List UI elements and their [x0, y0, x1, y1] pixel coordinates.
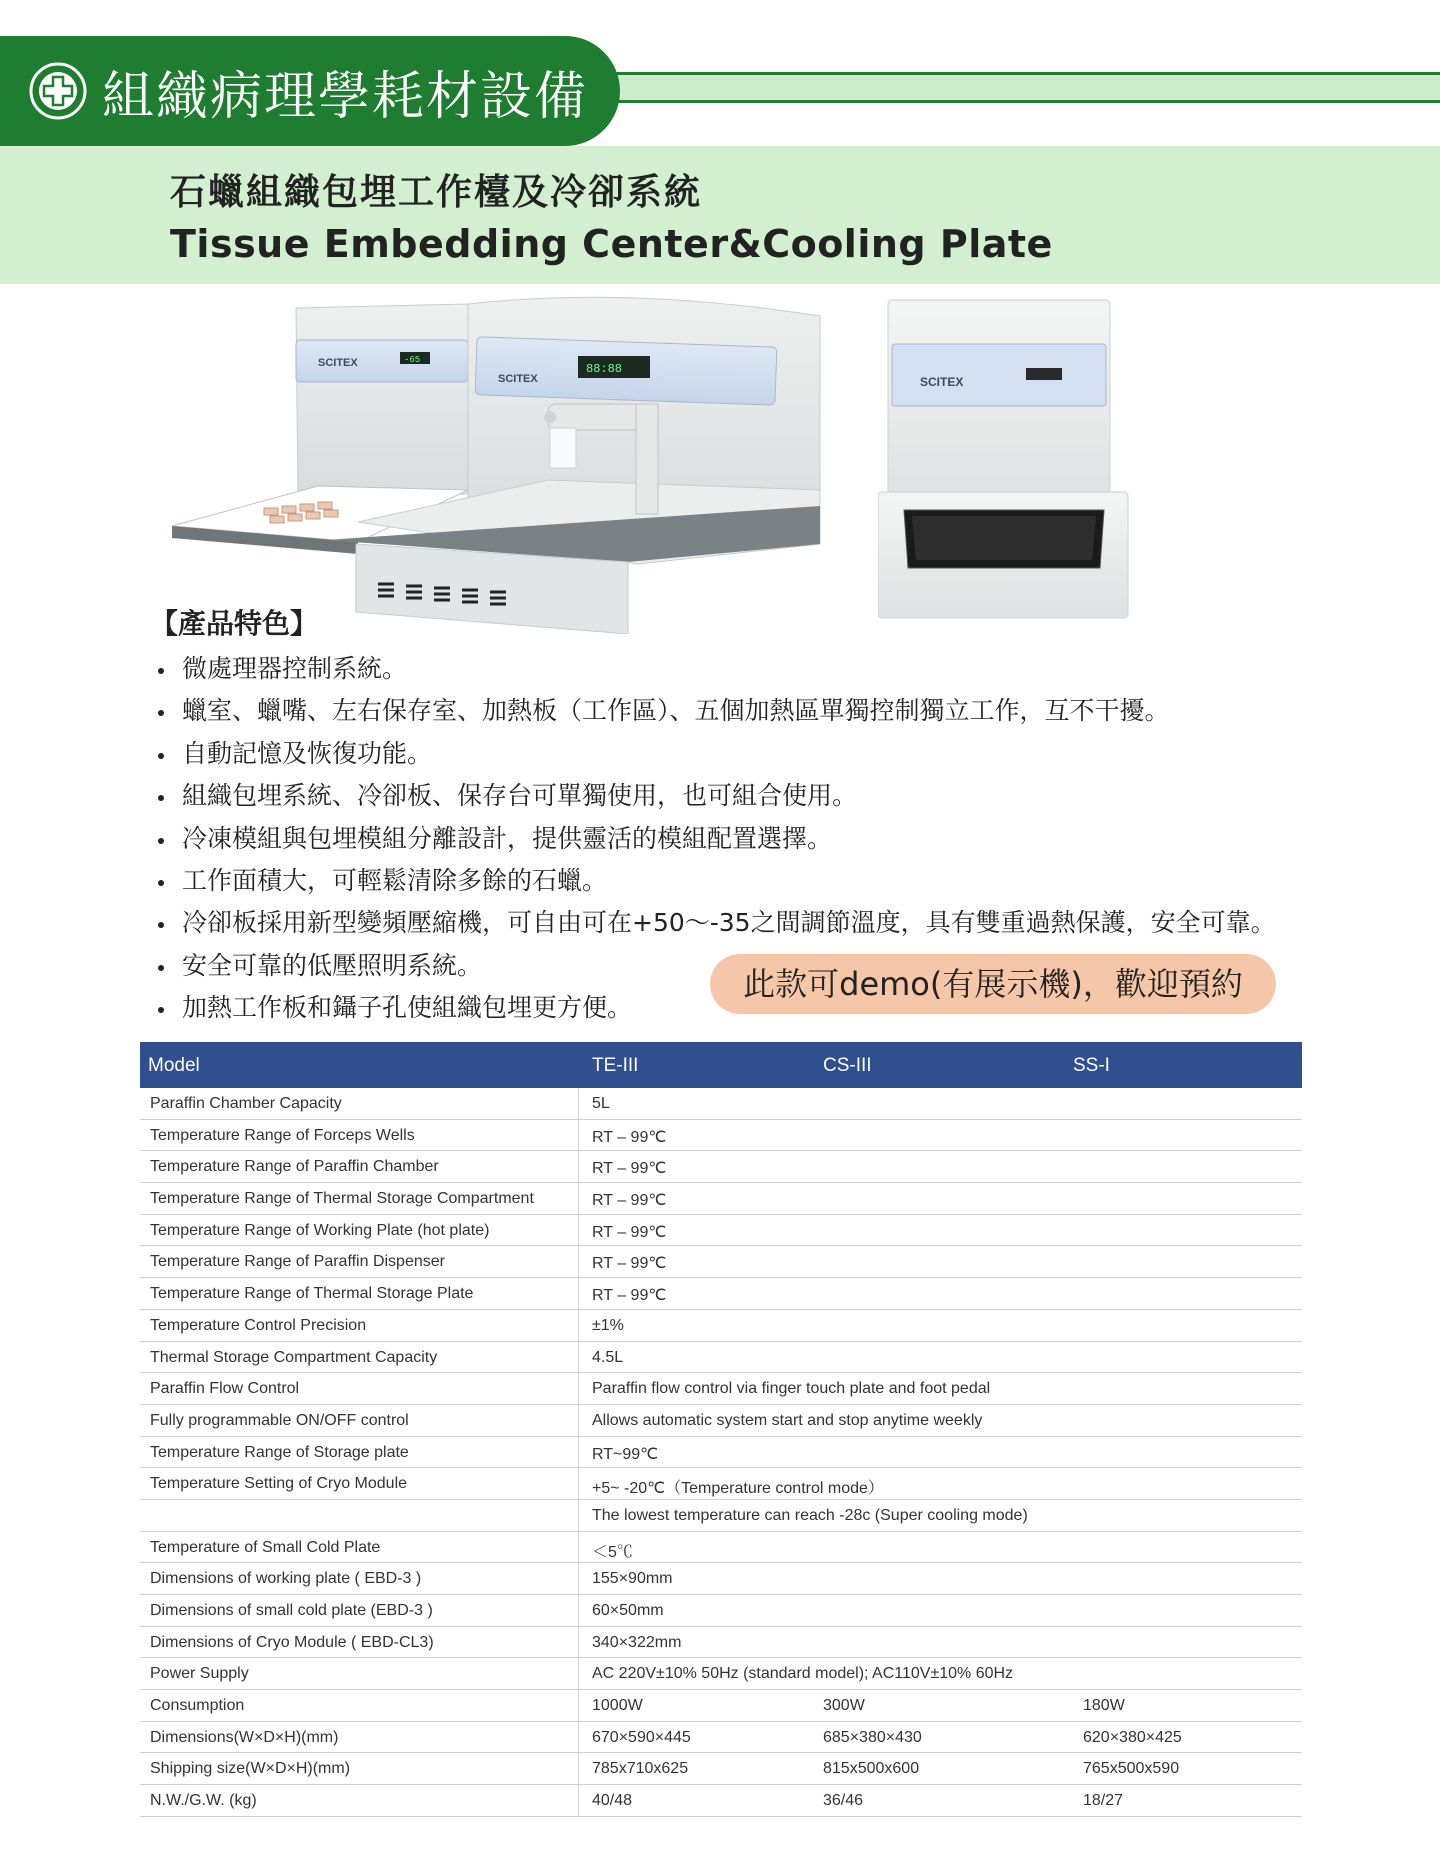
product-title-en: Tissue Embedding Center&Cooling Plate: [170, 222, 1053, 266]
table-row: [140, 1405, 1302, 1437]
brand-label-left: SCITEX: [318, 357, 358, 369]
column-divider: [578, 1595, 579, 1626]
spec-value-te-iii: AC 220V±10% 50Hz (standard model); AC110V±10% 60Hz: [592, 1665, 1014, 1683]
table-row: [140, 1690, 1302, 1722]
spec-label: Dimensions of working plate ( EBD-3 ): [150, 1570, 422, 1588]
column-divider: [578, 1532, 579, 1563]
column-divider: [578, 1183, 579, 1214]
spec-value-te-iii: 785x710x625: [592, 1760, 689, 1778]
table-row: [140, 1342, 1302, 1374]
spec-value-cs-iii: 300W: [823, 1697, 865, 1715]
spec-value-ss-i: 620×380×425: [1083, 1728, 1182, 1746]
table-row: [140, 1278, 1302, 1310]
product-title-band: [0, 146, 1440, 284]
table-row: [140, 1753, 1302, 1785]
table-row: [140, 1183, 1302, 1215]
column-divider: [578, 1722, 579, 1753]
feature-item: 安全可靠的低壓照明系統。: [150, 945, 1276, 987]
product-title-zh: 石蠟組織包埋工作檯及冷卻系統: [170, 172, 703, 213]
spec-label: Consumption: [150, 1697, 245, 1715]
spec-table-body: [140, 1088, 1302, 1817]
spec-value-te-iii: 340×322mm: [592, 1633, 682, 1651]
column-divider: [578, 1468, 579, 1499]
display-center: 88:88: [586, 362, 623, 376]
spec-label: Paraffin Flow Control: [150, 1380, 300, 1398]
spec-value-ss-i: 765x500x590: [1083, 1760, 1180, 1778]
spec-value-cs-iii: 815x500x600: [823, 1760, 920, 1778]
spec-label: N.W./G.W. (kg): [150, 1792, 257, 1810]
spec-label: Temperature Range of Thermal Storage Compartment: [150, 1190, 534, 1208]
table-row: [140, 1500, 1302, 1532]
column-divider: [578, 1088, 579, 1119]
column-divider: [578, 1563, 579, 1594]
header-te-iii: TE-III: [592, 1055, 639, 1076]
table-row: [140, 1468, 1302, 1500]
table-row: [140, 1563, 1302, 1595]
spec-label: Temperature Range of Paraffin Chamber: [150, 1158, 439, 1176]
table-row: [140, 1658, 1302, 1690]
spec-value-te-iii: The lowest temperature can reach -28c (Super cooling mode): [592, 1506, 1028, 1524]
spec-label: Fully programmable ON/OFF control: [150, 1411, 409, 1429]
spec-value-te-iii: RT – 99℃: [592, 1192, 667, 1210]
column-divider: [578, 1500, 579, 1531]
column-divider: [578, 1215, 579, 1246]
spec-value-te-iii: Paraffin flow control via finger touch plate and foot pedal: [592, 1380, 991, 1398]
spec-value-te-iii: 40/48: [592, 1792, 633, 1810]
spec-value-te-iii: 5L: [592, 1095, 610, 1112]
features-heading: 【產品特色】: [150, 607, 319, 640]
spec-value-te-iii: +5~ -20℃（Temperature control mode）: [592, 1480, 884, 1498]
spec-label: Temperature Range of Thermal Storage Plate: [150, 1285, 474, 1303]
column-divider: [578, 1246, 579, 1277]
spec-label: Temperature Range of Working Plate (hot plate): [150, 1221, 490, 1239]
column-divider: [578, 1310, 579, 1341]
table-row: [140, 1215, 1302, 1247]
feature-item: 加熱工作板和鑷子孔使組織包埋更方便。: [150, 987, 1276, 1029]
spec-label: Temperature Setting of Cryo Module: [150, 1475, 408, 1493]
spec-label: Temperature Range of Forceps Wells: [150, 1126, 415, 1144]
section-title: 組織病理學耗材設備: [102, 66, 589, 127]
column-divider: [578, 1278, 579, 1309]
spec-value-te-iii: RT – 99℃: [592, 1128, 667, 1146]
feature-item: 冷卻板採用新型變頻壓縮機，可自由可在+50～-35之間調節溫度，具有雙重過熱保護，安全可靠。: [150, 902, 1276, 944]
table-row: [140, 1722, 1302, 1754]
spec-value-te-iii: RT – 99℃: [592, 1287, 667, 1305]
display-left: -65: [404, 355, 421, 365]
embedding-center-image: [168, 294, 828, 634]
table-row: [140, 1437, 1302, 1469]
spec-value-te-iii: 1000W: [592, 1697, 643, 1715]
feature-item: 組織包埋系統、冷卻板、保存台可單獨使用，也可組合使用。: [150, 775, 1276, 817]
spec-value-te-iii: RT – 99℃: [592, 1160, 667, 1178]
section-tab: [0, 36, 620, 146]
spec-value-te-iii: 155×90mm: [592, 1570, 673, 1588]
medical-plus-icon: [28, 61, 88, 121]
column-divider: [578, 1690, 579, 1721]
demo-badge: 此款可demo(有展示機)，歡迎預約: [710, 954, 1276, 1014]
feature-item: 工作面積大，可輕鬆清除多餘的石蠟。: [150, 860, 1276, 902]
spec-label: Power Supply: [150, 1665, 249, 1683]
spec-label: Temperature Range of Storage plate: [150, 1443, 409, 1461]
header-rule-bottom: [600, 100, 1440, 103]
spec-value-te-iii: ＜5℃: [592, 1543, 633, 1561]
header-model: Model: [148, 1055, 200, 1076]
column-divider: [578, 1627, 579, 1658]
header-cs-iii: CS-III: [823, 1055, 872, 1076]
spec-label: Dimensions(W×D×H)(mm): [150, 1728, 339, 1746]
table-row: [140, 1785, 1302, 1817]
column-divider: [578, 1405, 579, 1436]
table-row: [140, 1151, 1302, 1183]
brand-label-right: SCITEX: [920, 375, 964, 389]
spec-value-te-iii: 670×590×445: [592, 1728, 691, 1746]
spec-table-header: [140, 1042, 1302, 1088]
spec-label: Temperature of Small Cold Plate: [150, 1538, 381, 1556]
cooling-plate-image: [878, 296, 1130, 620]
spec-label: Thermal Storage Compartment Capacity: [150, 1348, 438, 1366]
column-divider: [578, 1753, 579, 1784]
table-row: [140, 1246, 1302, 1278]
spec-table: [140, 1042, 1302, 1817]
spec-value-te-iii: 4.5L: [592, 1348, 624, 1366]
header-ss-i: SS-I: [1073, 1055, 1110, 1076]
spec-value-te-iii: RT – 99℃: [592, 1223, 667, 1241]
spec-value-te-iii: RT~99℃: [592, 1445, 659, 1463]
table-row: [140, 1627, 1302, 1659]
feature-item: 冷凍模組與包埋模組分離設計，提供靈活的模組配置選擇。: [150, 818, 1276, 860]
spec-value-cs-iii: 36/46: [823, 1792, 864, 1810]
feature-item: 自動記憶及恢復功能。: [150, 733, 1276, 775]
feature-item: 蠟室、蠟嘴、左右保存室、加熱板（工作區）、五個加熱區單獨控制獨立工作，互不干擾。: [150, 690, 1276, 732]
spec-label: Shipping size(W×D×H)(mm): [150, 1760, 351, 1778]
spec-label: Temperature Control Precision: [150, 1316, 367, 1334]
column-divider: [578, 1151, 579, 1182]
column-divider: [578, 1342, 579, 1373]
spec-label: Dimensions of Cryo Module ( EBD-CL3): [150, 1633, 434, 1651]
spec-value-te-iii: ±1%: [592, 1316, 624, 1334]
column-divider: [578, 1785, 579, 1816]
spec-value-te-iii: 60×50mm: [592, 1602, 664, 1619]
spec-label: Dimensions of small cold plate (EBD-3 ): [150, 1602, 433, 1619]
table-row: [140, 1088, 1302, 1120]
spec-value-ss-i: 180W: [1083, 1697, 1125, 1715]
spec-value-te-iii: Allows automatic system start and stop anytime weekly: [592, 1411, 983, 1429]
table-row: [140, 1310, 1302, 1342]
spec-label: Temperature Range of Paraffin Dispenser: [150, 1253, 445, 1271]
column-divider: [578, 1658, 579, 1689]
header-rule-band: [600, 75, 1440, 100]
column-divider: [578, 1373, 579, 1404]
table-row: [140, 1532, 1302, 1564]
column-divider: [578, 1120, 579, 1151]
table-row: [140, 1120, 1302, 1152]
column-divider: [578, 1437, 579, 1468]
feature-item: 微處理器控制系統。: [150, 648, 1276, 690]
spec-value-ss-i: 18/27: [1083, 1792, 1124, 1810]
brand-label-center: SCITEX: [498, 373, 538, 385]
table-row: [140, 1595, 1302, 1627]
spec-value-te-iii: RT – 99℃: [592, 1255, 667, 1273]
table-row: [140, 1373, 1302, 1405]
spec-label: Paraffin Chamber Capacity: [150, 1095, 342, 1112]
spec-value-cs-iii: 685×380×430: [823, 1728, 922, 1746]
